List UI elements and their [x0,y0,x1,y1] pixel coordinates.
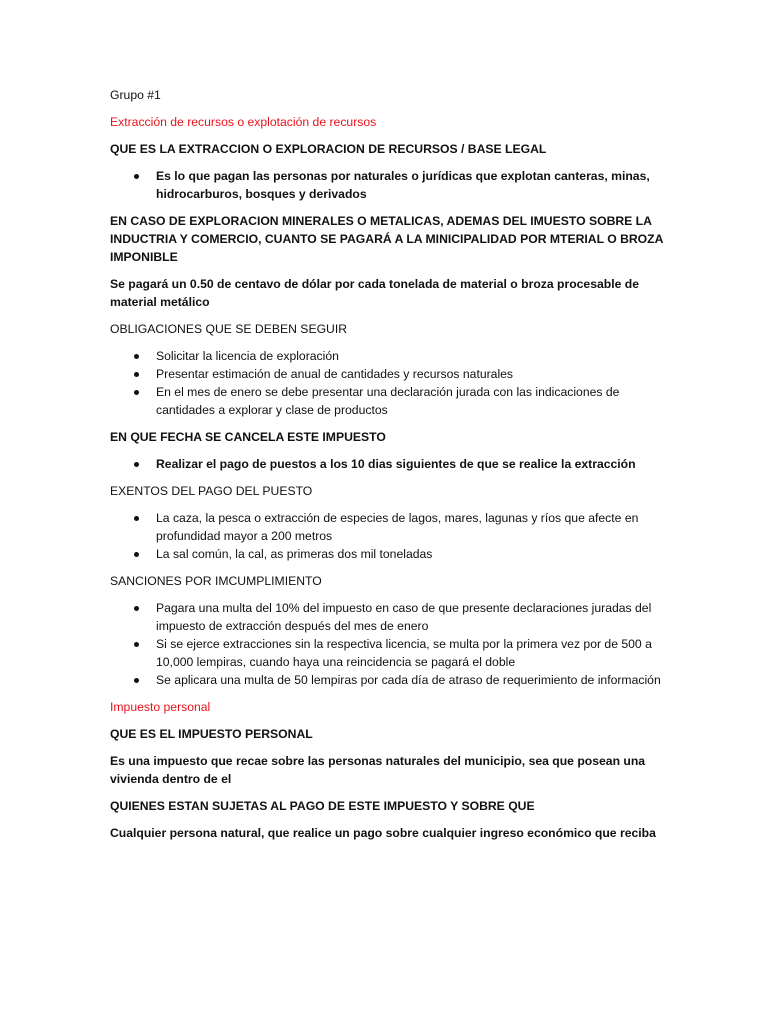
answer-personal-tax: Es una impuesto que recae sobre las personas naturales del municipio, sea que posean una vivienda dentro de el [110,754,646,786]
question-payment-date: EN QUE FECHA SE CANCELA ESTE IMPUESTO [110,430,386,444]
answer-mineral-payment: Se pagará un 0.50 de centavo de dólar por cada tonelada de material o broza procesable de material metálico [110,277,639,309]
list-item: Es lo que pagan las personas por naturales o jurídicas que explotan canteras, minas, hidrocarburos, bosques y derivados [110,167,670,203]
list-item: Se aplicara una multa de 50 lempiras por cada día de atraso de requerimiento de información [110,671,670,689]
obligations-list [110,347,670,419]
group-heading: Grupo #1 [110,88,161,102]
list-item: Pagara una multa del 10% del impuesto en caso de que presente declaraciones juradas del impuesto de extracción después del mes de enero [110,599,670,635]
answer-subjects: Cualquier persona natural, que realice un pago sobre cualquier ingreso económico que reciba [110,826,656,840]
section-title-personal-tax: Impuesto personal [110,700,211,714]
definition-list [110,167,670,203]
section-title-extraction: Extracción de recursos o explotación de recursos [110,115,377,129]
payment-date-list [110,455,670,473]
list-item: La caza, la pesca o extracción de especies de lagos, mares, lagunas y ríos que afecte en profundidad mayor a 200 metros [110,509,670,545]
list-item: Presentar estimación de anual de cantidades y recursos naturales [110,365,670,383]
obligations-heading: OBLIGACIONES QUE SE DEBEN SEGUIR [110,322,348,336]
exempt-list [110,509,670,563]
list-item: Realizar el pago de puestos a los 10 dias siguientes de que se realice la extracción [110,455,670,473]
list-item: En el mes de enero se debe presentar una declaración jurada con las indicaciones de cantidades a explorar y clase de productos [110,383,670,419]
sanctions-list [110,599,670,689]
question-mineral-payment: EN CASO DE EXPLORACION MINERALES O METALICAS, ADEMAS DEL IMUESTO SOBRE LA INDUCTRIA Y COMERCIO, CUANTO SE PAGARÁ A LA MINICIPALIDAD POR MTERIAL O BROZA IMPONIBLE [110,214,663,264]
document-page [110,86,670,851]
question-subjects: QUIENES ESTAN SUJETAS AL PAGO DE ESTE IMPUESTO Y SOBRE QUE [110,799,535,813]
question-definition: QUE ES LA EXTRACCION O EXPLORACION DE RECURSOS / BASE LEGAL [110,142,547,156]
sanctions-heading: SANCIONES POR IMCUMPLIMIENTO [110,574,322,588]
question-personal-tax: QUE ES EL IMPUESTO PERSONAL [110,727,313,741]
list-item: Si se ejerce extracciones sin la respectiva licencia, se multa por la primera vez por de 500 a 10,000 lempiras, cuando haya una reincidencia se pagará el doble [110,635,670,671]
list-item: Solicitar la licencia de exploración [110,347,670,365]
list-item: La sal común, la cal, as primeras dos mil toneladas [110,545,670,563]
exempt-heading: EXENTOS DEL PAGO DEL PUESTO [110,484,313,498]
